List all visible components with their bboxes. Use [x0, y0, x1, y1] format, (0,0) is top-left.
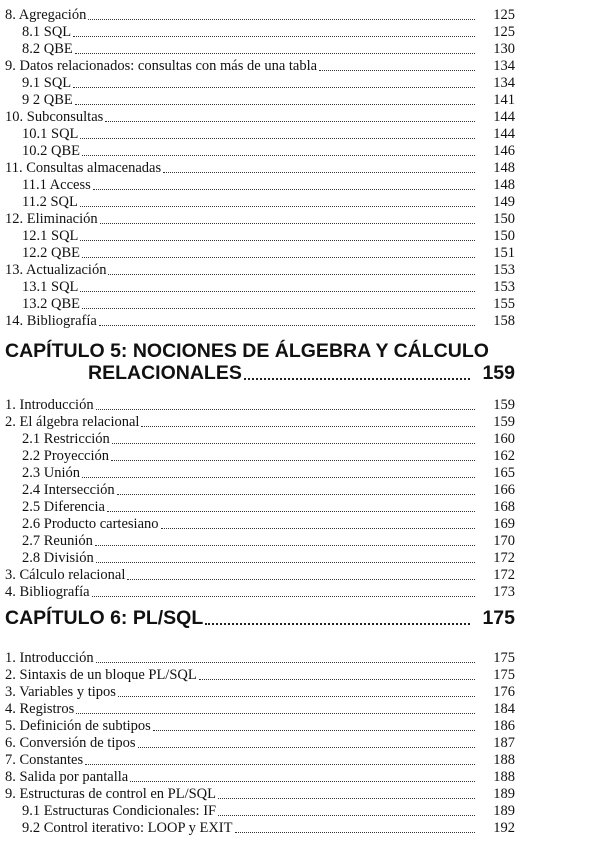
- toc-entry-title: 2.2 Proyección: [22, 448, 109, 464]
- toc-entry-title: 2.6 Producto cartesiano: [22, 516, 159, 532]
- dot-leader: [319, 70, 475, 71]
- toc-entry[interactable]: [22, 228, 515, 245]
- toc-entry[interactable]: [22, 431, 515, 448]
- toc-page-number: 130: [493, 41, 515, 57]
- toc-entry[interactable]: [5, 684, 515, 701]
- toc-entry-title: 7. Constantes: [5, 752, 84, 768]
- toc-entry[interactable]: [22, 75, 515, 92]
- toc-entry-title: 8. Salida por pantalla: [5, 769, 129, 785]
- toc-entry-title: 6. Conversión de tipos: [5, 735, 136, 751]
- toc-page-number: 189: [493, 786, 515, 802]
- toc-entry-title: 8.2 QBE: [22, 41, 73, 57]
- dot-leader: [82, 155, 475, 156]
- toc-entry[interactable]: [22, 803, 515, 820]
- toc-page-number: 155: [493, 296, 515, 312]
- toc-entry-title: 14. Bibliografía: [5, 313, 97, 329]
- dot-leader: [244, 378, 470, 380]
- toc-entry[interactable]: [22, 143, 515, 160]
- toc-entry[interactable]: [5, 160, 515, 177]
- dot-leader: [112, 443, 475, 444]
- toc-entry[interactable]: [22, 448, 515, 465]
- toc-page-number: 176: [493, 684, 515, 700]
- toc-page-number: 125: [493, 7, 515, 23]
- dot-leader: [218, 798, 475, 799]
- toc-page-number: 153: [493, 262, 515, 278]
- toc-entry-title: 1. Introducción: [5, 397, 94, 413]
- chapter-heading: [88, 363, 515, 384]
- toc-entry[interactable]: [5, 735, 515, 752]
- toc-entry-title: 9. Datos relacionados: consultas con más de una tabla: [5, 58, 318, 74]
- toc-page-number: 148: [493, 160, 515, 176]
- dot-leader: [153, 730, 475, 731]
- toc-page-number: 158: [493, 313, 515, 329]
- toc-entry-title: 8.1 SQL: [22, 24, 72, 40]
- toc-page-number: 148: [493, 177, 515, 193]
- dot-leader: [88, 19, 475, 20]
- toc-entry-title: 2. Sintaxis de un bloque PL/SQL: [5, 667, 197, 683]
- chapter-heading-title: RELACIONALES: [88, 362, 242, 384]
- dot-leader: [82, 257, 475, 258]
- chapter-page-number: 175: [482, 607, 515, 629]
- toc-entry-title: 9.2 Control iterativo: LOOP y EXIT: [22, 820, 233, 836]
- dot-leader: [80, 206, 475, 207]
- toc-page-number: 166: [493, 482, 515, 498]
- chapter-page-number: 159: [482, 362, 515, 384]
- toc-entry[interactable]: [5, 109, 515, 126]
- toc-entry[interactable]: [5, 211, 515, 228]
- dot-leader: [75, 104, 475, 105]
- toc-entry-title: 2.3 Unión: [22, 465, 80, 481]
- toc-entry-title: 13. Actualización: [5, 262, 107, 278]
- toc-entry-title: 9 2 QBE: [22, 92, 73, 108]
- toc-entry-title: 11.1 Access: [22, 177, 91, 193]
- toc-entry[interactable]: [22, 465, 515, 482]
- dot-leader: [92, 596, 475, 597]
- toc-page-number: 170: [493, 533, 515, 549]
- toc-page-number: 134: [493, 58, 515, 74]
- toc-page-number: 172: [493, 567, 515, 583]
- dot-leader: [73, 87, 475, 88]
- toc-entry[interactable]: [5, 414, 515, 431]
- toc-entry[interactable]: [22, 820, 515, 837]
- toc-entry[interactable]: [5, 769, 515, 786]
- chapter-heading-title-line1: CAPÍTULO 5: NOCIONES DE ÁLGEBRA Y CÁLCULO: [5, 340, 489, 362]
- dot-leader: [93, 189, 475, 190]
- toc-entry-title: 2. El álgebra relacional: [5, 414, 140, 430]
- toc-entry[interactable]: [22, 499, 515, 516]
- toc-page-number: 159: [493, 414, 515, 430]
- toc-page-number: 159: [493, 397, 515, 413]
- toc-page-number: 150: [493, 228, 515, 244]
- toc-page-number: 165: [493, 465, 515, 481]
- dot-leader: [82, 308, 475, 309]
- toc-page-number: 172: [493, 550, 515, 566]
- toc-entry[interactable]: [5, 718, 515, 735]
- toc-page-number: 192: [493, 820, 515, 836]
- toc-page-number: 168: [493, 499, 515, 515]
- toc-entry-title: 13.1 SQL: [22, 279, 79, 295]
- toc-entry[interactable]: [22, 92, 515, 109]
- dot-leader: [96, 662, 475, 663]
- dot-leader: [75, 53, 475, 54]
- dot-leader: [80, 291, 475, 292]
- dot-leader: [108, 274, 475, 275]
- toc-page-number: 134: [493, 75, 515, 91]
- toc-entry-title: 10. Subconsultas: [5, 109, 104, 125]
- toc-entry[interactable]: [5, 7, 515, 24]
- toc-entry[interactable]: [5, 752, 515, 769]
- toc-entry[interactable]: [5, 262, 515, 279]
- toc-entry-title: 3. Variables y tipos: [5, 684, 116, 700]
- dot-leader: [95, 545, 475, 546]
- toc-entry-title: 12.2 QBE: [22, 245, 80, 261]
- toc-page-number: 173: [493, 584, 515, 600]
- dot-leader: [141, 426, 475, 427]
- toc-page-number: 186: [493, 718, 515, 734]
- toc-page-number: 144: [493, 109, 515, 125]
- toc-page-number: 175: [493, 650, 515, 666]
- dot-leader: [118, 696, 475, 697]
- chapter-heading-title: CAPÍTULO 6: PL/SQL: [5, 607, 204, 629]
- dot-leader: [73, 36, 475, 37]
- toc-entry-title: 9.1 SQL: [22, 75, 72, 91]
- toc-entry-title: 8. Agregación: [5, 7, 87, 23]
- dot-leader: [80, 138, 475, 139]
- toc-entry[interactable]: [22, 245, 515, 262]
- dot-leader: [235, 832, 476, 833]
- toc-entry[interactable]: [5, 397, 515, 414]
- toc-page-number: 149: [493, 194, 515, 210]
- toc-entry-title: 10.1 SQL: [22, 126, 79, 142]
- toc-page-number: 153: [493, 279, 515, 295]
- dot-leader: [117, 494, 475, 495]
- toc-entry-title: 11. Consultas almacenadas: [5, 160, 162, 176]
- toc-entry-title: 13.2 QBE: [22, 296, 80, 312]
- toc-entry[interactable]: [22, 194, 515, 211]
- dot-leader: [99, 325, 475, 326]
- chapter-heading-line1: [5, 341, 515, 362]
- toc-entry-title: 1. Introducción: [5, 650, 94, 666]
- toc-entry-title: 11.2 SQL: [22, 194, 78, 210]
- toc-entry-title: 2.7 Reunión: [22, 533, 93, 549]
- dot-leader: [76, 713, 475, 714]
- dot-leader: [100, 223, 475, 224]
- toc-entry-title: 5. Definición de subtipos: [5, 718, 151, 734]
- toc-page-number: 162: [493, 448, 515, 464]
- toc-page-number: 150: [493, 211, 515, 227]
- dot-leader: [138, 747, 476, 748]
- toc-entry[interactable]: [22, 24, 515, 41]
- toc-entry[interactable]: [5, 58, 515, 75]
- toc-entry[interactable]: [22, 126, 515, 143]
- toc-entry-title: 12.1 SQL: [22, 228, 79, 244]
- dot-leader: [130, 781, 475, 782]
- toc-entry[interactable]: [5, 567, 515, 584]
- toc-entry[interactable]: [5, 786, 515, 803]
- toc-page-number: 188: [493, 769, 515, 785]
- chapter-heading: [5, 608, 515, 629]
- toc-entry-title: 2.8 División: [22, 550, 94, 566]
- toc-page-number: 144: [493, 126, 515, 142]
- toc-entry-title: 2.5 Diferencia: [22, 499, 105, 515]
- dot-leader: [82, 477, 475, 478]
- toc-entry[interactable]: [22, 533, 515, 550]
- dot-leader: [163, 172, 475, 173]
- toc-entry[interactable]: [22, 41, 515, 58]
- toc-entry[interactable]: [5, 650, 515, 667]
- toc-page-number: 169: [493, 516, 515, 532]
- toc-entry[interactable]: [22, 482, 515, 499]
- toc-entry-title: 9. Estructuras de control en PL/SQL: [5, 786, 217, 802]
- toc-entry-title: 2.1 Restricción: [22, 431, 110, 447]
- toc-entry[interactable]: [22, 296, 515, 313]
- toc-entry-title: 3. Cálculo relacional: [5, 567, 126, 583]
- toc-entry[interactable]: [5, 667, 515, 684]
- dot-leader: [96, 562, 475, 563]
- dot-leader: [105, 121, 475, 122]
- dot-leader: [96, 409, 475, 410]
- dot-leader: [199, 679, 475, 680]
- toc-entry[interactable]: [22, 516, 515, 533]
- toc-page-number: 184: [493, 701, 515, 717]
- dot-leader: [107, 511, 475, 512]
- toc-page-number: 175: [493, 667, 515, 683]
- toc-entry[interactable]: [5, 584, 515, 601]
- toc-entry-title: 12. Eliminación: [5, 211, 98, 227]
- dot-leader: [127, 579, 475, 580]
- toc-entry[interactable]: [22, 550, 515, 567]
- dot-leader: [218, 815, 475, 816]
- toc-page-number: 146: [493, 143, 515, 159]
- toc-page-number: 187: [493, 735, 515, 751]
- toc-entry[interactable]: [5, 313, 515, 330]
- toc-page-number: 189: [493, 803, 515, 819]
- toc-entry[interactable]: [22, 279, 515, 296]
- toc-page-number: 125: [493, 24, 515, 40]
- toc-page-number: 160: [493, 431, 515, 447]
- toc-entry-title: 4. Registros: [5, 701, 75, 717]
- toc-page-number: 151: [493, 245, 515, 261]
- dot-leader: [205, 623, 470, 625]
- dot-leader: [111, 460, 475, 461]
- dot-leader: [161, 528, 475, 529]
- toc-entry[interactable]: [22, 177, 515, 194]
- toc-entry-title: 4. Bibliografía: [5, 584, 90, 600]
- dot-leader: [80, 240, 475, 241]
- dot-leader: [85, 764, 475, 765]
- toc-entry-title: 10.2 QBE: [22, 143, 80, 159]
- toc-entry-title: 9.1 Estructuras Condicionales: IF: [22, 803, 217, 819]
- toc-entry[interactable]: [5, 701, 515, 718]
- toc-page-number: 141: [493, 92, 515, 108]
- toc-entry-title: 2.4 Intersección: [22, 482, 115, 498]
- toc-page-number: 188: [493, 752, 515, 768]
